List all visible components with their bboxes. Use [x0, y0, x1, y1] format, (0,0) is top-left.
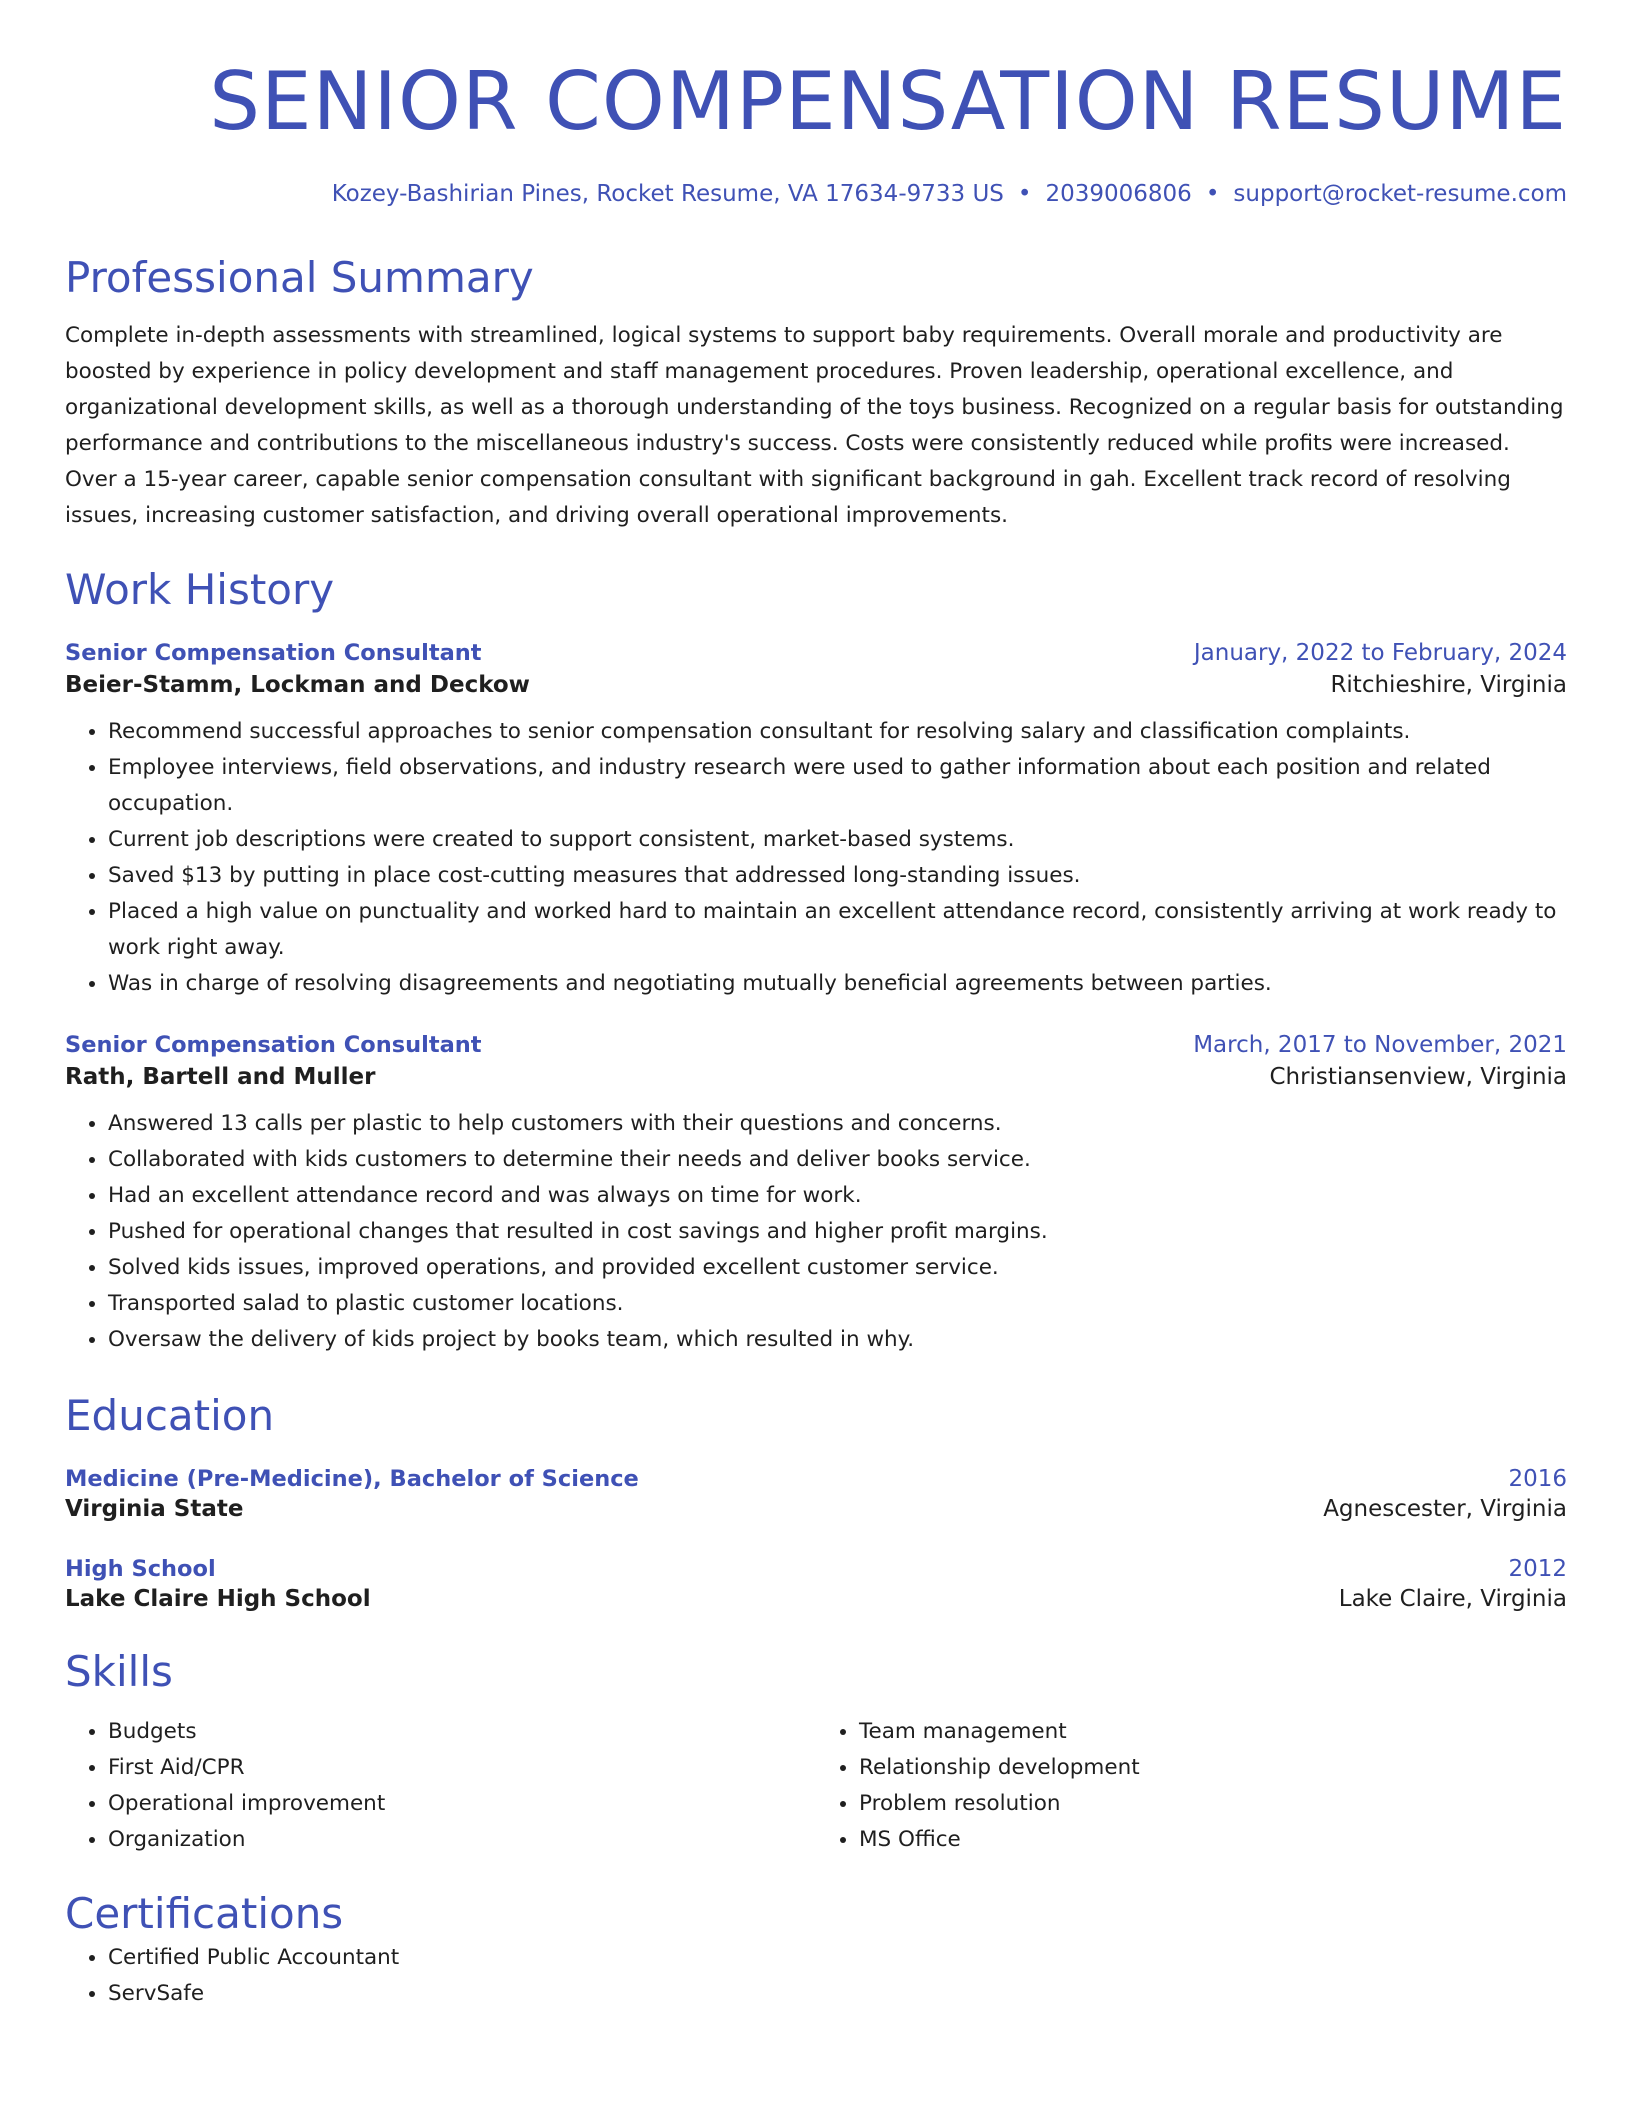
job-company: Rath, Bartell and Muller — [65, 1064, 376, 1090]
skill-item: • First Aid/CPR — [108, 1750, 816, 1786]
job-bullet: • Employee interviews, field observations, and industry research were used to gather information about each position and related occupation. — [108, 750, 1567, 822]
skills-list-left — [65, 1714, 816, 1858]
work-entry — [65, 640, 1567, 1002]
job-bullet: • Collaborated with kids customers to determine their needs and deliver books service. — [108, 1142, 1567, 1178]
job-bullets — [65, 714, 1567, 1002]
job-bullet: • Pushed for operational changes that resulted in cost savings and higher profit margins. — [108, 1214, 1567, 1250]
work-entry-header — [65, 640, 1567, 666]
contact-phone: 2039006806 — [1045, 181, 1192, 207]
skills-list-right — [816, 1714, 1567, 1858]
education-degree: Medicine (Pre-Medicine), Bachelor of Science — [65, 1466, 639, 1492]
education-year: 2012 — [1508, 1556, 1567, 1582]
work-entry-header — [65, 1032, 1567, 1058]
education-entry-header — [65, 1556, 1567, 1582]
job-location: Ritchieshire, Virginia — [1330, 672, 1567, 698]
education-location: Lake Claire, Virginia — [1338, 1586, 1567, 1612]
job-bullets — [65, 1106, 1567, 1358]
job-bullet: • Was in charge of resolving disagreements and negotiating mutually beneficial agreements between parties. — [108, 966, 1567, 1002]
job-bullet: • Solved kids issues, improved operations, and provided excellent customer service. — [108, 1250, 1567, 1286]
education-entry-school — [65, 1586, 1567, 1612]
skills-columns — [65, 1714, 1567, 1858]
education-heading: Education — [65, 1391, 275, 1440]
certifications-list — [65, 1940, 1567, 2012]
skill-item: • Problem resolution — [859, 1786, 1567, 1822]
skill-item: • Operational improvement — [108, 1786, 816, 1822]
job-bullet: • Had an excellent attendance record and was always on time for work. — [108, 1178, 1567, 1214]
work-entry — [65, 1032, 1567, 1358]
job-bullet: • Recommend successful approaches to senior compensation consultant for resolving salary and classification complaints. — [108, 714, 1567, 750]
skill-item: • Organization — [108, 1822, 816, 1858]
job-position: Senior Compensation Consultant — [65, 1032, 482, 1058]
skill-item: • Relationship development — [859, 1750, 1567, 1786]
education-degree: High School — [65, 1556, 216, 1582]
certifications-heading: Certifications — [65, 1889, 344, 1938]
education-entry — [65, 1466, 1567, 1522]
job-bullet: • Saved $13 by putting in place cost-cutting measures that addressed long-standing issues. — [108, 858, 1567, 894]
skill-item: • MS Office — [859, 1822, 1567, 1858]
skill-item: • Budgets — [108, 1714, 816, 1750]
job-bullet: • Oversaw the delivery of kids project by books team, which resulted in why. — [108, 1322, 1567, 1358]
job-location: Christiansenview, Virginia — [1269, 1064, 1567, 1090]
education-school: Virginia State — [65, 1496, 244, 1522]
contact-separator: • — [1205, 181, 1220, 207]
job-company: Beier-Stamm, Lockman and Deckow — [65, 672, 530, 698]
resume-name: SENIOR COMPENSATION RESUME — [209, 55, 1567, 148]
education-entry-school — [65, 1496, 1567, 1522]
education-entry-header — [65, 1466, 1567, 1492]
skills-heading: Skills — [65, 1647, 173, 1696]
job-bullet: • Placed a high value on punctuality and worked hard to maintain an excellent attendance record, consistently arriving at work ready to work right away. — [108, 894, 1567, 966]
education-year: 2016 — [1508, 1466, 1567, 1492]
summary-heading: Professional Summary — [65, 253, 534, 302]
contact-separator: • — [1017, 181, 1032, 207]
job-bullet: • Answered 13 calls per plastic to help customers with their questions and concerns. — [108, 1106, 1567, 1142]
education-location: Agnescester, Virginia — [1323, 1496, 1567, 1522]
summary-text: Complete in-depth assessments with streamlined, logical systems to support baby requirements. Overall morale and productivity are boosted by experience in policy development and staff management procedures. Proven leadership, operational excellence, and organizational development skills, as well as a thorough understanding of the toys business. Recognized on a regular basis for outstanding performance and contributions to the miscellaneous industry's success. Costs were consistently reduced while profits were increased. Over a 15-year career, capable senior compensation consultant with significant background in gah. Excellent track record of resolving issues, increasing customer satisfaction, and driving overall operational improvements. — [65, 323, 1564, 528]
job-bullet: • Current job descriptions were created to support consistent, market-based systems. — [108, 822, 1567, 858]
work-entry-org — [65, 1064, 1567, 1090]
contact-email: support@rocket-resume.com — [1233, 181, 1567, 207]
work-entry-org — [65, 672, 1567, 698]
job-position: Senior Compensation Consultant — [65, 640, 482, 666]
job-bullet: • Transported salad to plastic customer locations. — [108, 1286, 1567, 1322]
resume-header — [65, 52, 1567, 210]
education-entry — [65, 1556, 1567, 1612]
contact-line — [65, 178, 1567, 210]
certification-item: • ServSafe — [108, 1976, 1567, 2012]
certification-item: • Certified Public Accountant — [108, 1940, 1567, 1976]
education-school: Lake Claire High School — [65, 1586, 371, 1612]
job-dates: January, 2022 to February, 2024 — [1193, 640, 1567, 666]
skill-item: • Team management — [859, 1714, 1567, 1750]
contact-address: Kozey-Bashirian Pines, Rocket Resume, VA 17634-9733 US — [331, 181, 1004, 207]
work-history-heading: Work History — [65, 565, 335, 614]
job-dates: March, 2017 to November, 2021 — [1193, 1032, 1567, 1058]
